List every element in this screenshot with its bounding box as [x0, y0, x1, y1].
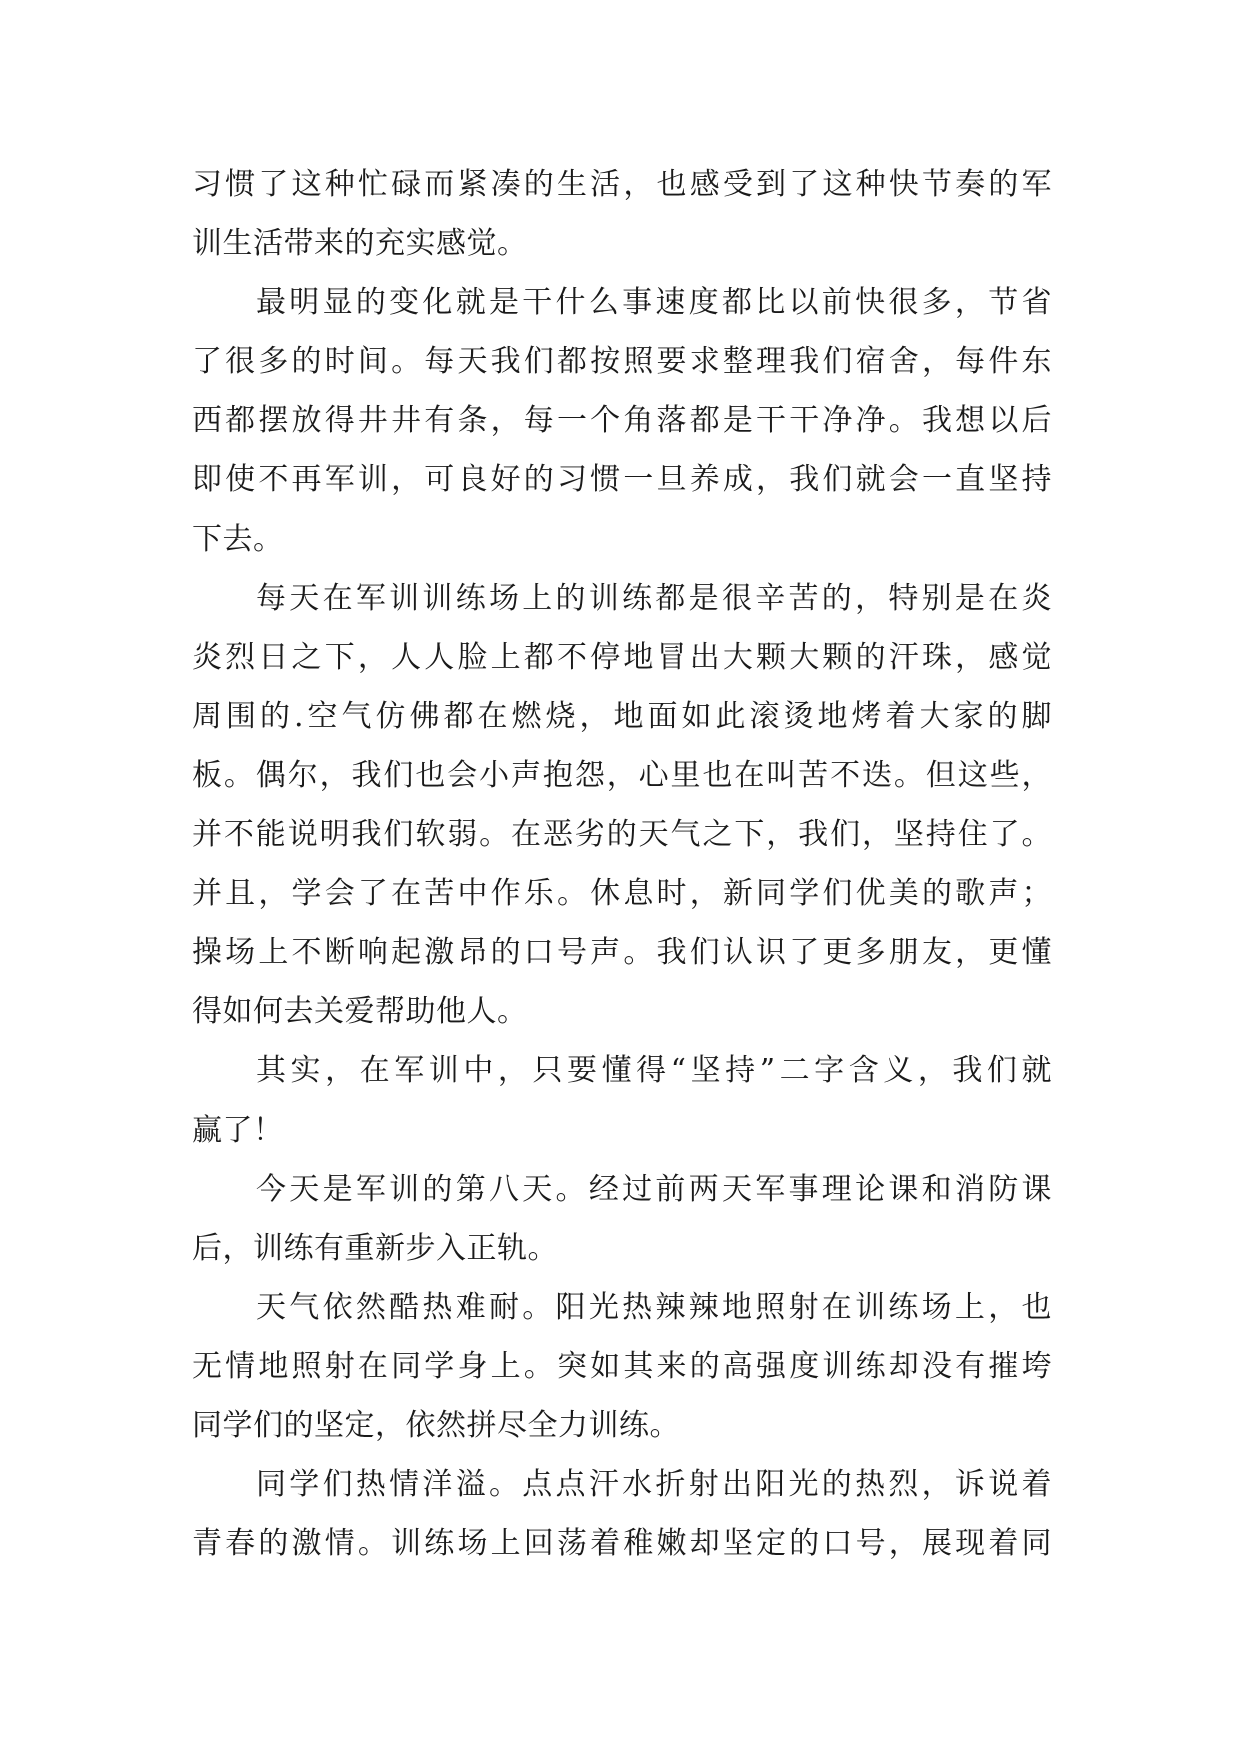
text-line: 同学们热情洋溢。点点汗水折射出阳光的热烈，诉说着: [256, 1467, 1052, 1503]
text-line: 赢了！: [192, 1112, 284, 1148]
text-line: 周围的.空气仿佛都在燃烧，地面如此滚烫地烤着大家的脚: [192, 698, 1052, 734]
text-line: 其实，在军训中，只要懂得“坚持”二字含义，我们就: [256, 1053, 1052, 1089]
text-line: 并且，学会了在苦中作乐。休息时，新同学们优美的歌声；: [192, 876, 1052, 912]
text-line: 并不能说明我们软弱。在恶劣的天气之下，我们，坚持住了。: [192, 817, 1052, 853]
text-line: 青春的激情。训练场上回荡着稚嫩却坚定的口号，展现着同: [192, 1526, 1052, 1562]
body-text: [192, 155, 1052, 1573]
text-line: 无情地照射在同学身上。突如其来的高强度训练却没有摧垮: [192, 1348, 1052, 1384]
text-line: 同学们的坚定，依然拼尽全力训练。: [192, 1407, 680, 1443]
text-line: 了很多的时间。每天我们都按照要求整理我们宿舍，每件东: [192, 344, 1052, 380]
text-line: 每天在军训训练场上的训练都是很辛苦的，特别是在炎: [256, 580, 1052, 616]
text-line: 板。偶尔，我们也会小声抱怨，心里也在叫苦不迭。但这些，: [192, 757, 1052, 793]
text-line: 后，训练有重新步入正轨。: [192, 1230, 558, 1266]
text-line: 最明显的变化就是干什么事速度都比以前快很多，节省: [256, 285, 1052, 321]
text-line: 西都摆放得井井有条，每一个角落都是干干净净。我想以后: [192, 403, 1052, 439]
text-line: 训生活带来的充实感觉。: [192, 226, 528, 262]
text-line: 得如何去关爱帮助他人。: [192, 994, 528, 1030]
text-line: 下去。: [192, 521, 284, 557]
text-line: 今天是军训的第八天。经过前两天军事理论课和消防课: [256, 1171, 1052, 1207]
text-line: 炎烈日之下，人人脸上都不停地冒出大颗大颗的汗珠，感觉: [192, 639, 1052, 675]
text-line: 操场上不断响起激昂的口号声。我们认识了更多朋友，更懂: [192, 935, 1052, 971]
text-line: 天气依然酷热难耐。阳光热辣辣地照射在训练场上，也: [256, 1289, 1052, 1325]
text-line: 即使不再军训，可良好的习惯一旦养成，我们就会一直坚持: [192, 462, 1052, 498]
text-line: 习惯了这种忙碌而紧凑的生活，也感受到了这种快节奏的军: [192, 167, 1052, 202]
